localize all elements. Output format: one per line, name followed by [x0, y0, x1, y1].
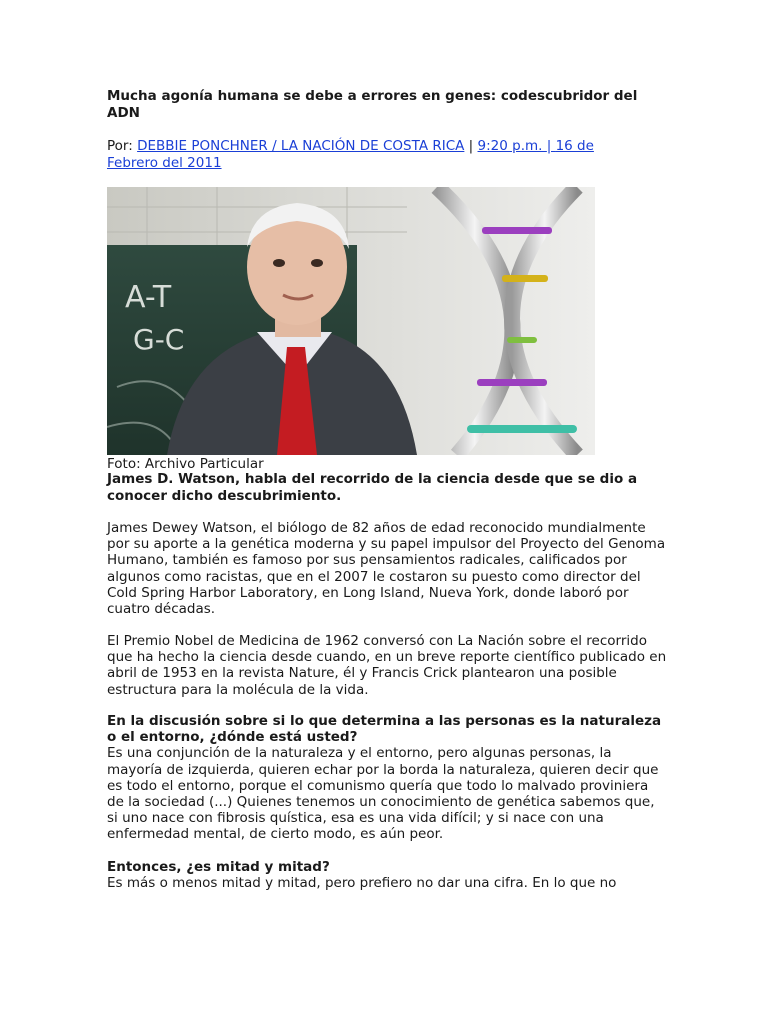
- qa-block-1: [107, 713, 667, 843]
- body-paragraph-1: James Dewey Watson, el biólogo de 82 años de edad reconocido mundialmente por su aporte a la genética moderna y su papel impulsor del Proyecto del Genoma Humano, también es famoso por sus pensamientos radicales, calificados por algunos como racistas, que en el 2007 le costaron su puesto como director del Cold Spring Harbor Laboratory, en Long Island, Nueva York, donde laboró por cuatro décadas.: [107, 520, 666, 618]
- article-title: Mucha agonía humana se debe a errores en genes: codescubridor del ADN: [107, 88, 638, 121]
- question-2: Entonces, ¿es mitad y mitad?: [107, 859, 330, 875]
- answer-2: Es más o menos mitad y mitad, pero prefiero no dar una cifra. En lo que no: [107, 875, 617, 892]
- lead-paragraph: James D. Watson, habla del recorrido de la ciencia desde que se dio a conocer dicho descubrimiento.: [107, 471, 638, 504]
- byline-prefix: Por:: [107, 138, 138, 154]
- qa-block-2: [107, 859, 667, 891]
- body-paragraph-2: El Premio Nobel de Medicina de 1962 conversó con La Nación sobre el recorrido que ha hecho la ciencia desde cuando, en un breve reporte científico publicado en abril de 1953 en la revista Nature, él y Francis Crick plantearon una posible estructura para la molécula de la vida.: [107, 633, 667, 698]
- board-text-at: A-T: [125, 280, 172, 315]
- date-link[interactable]: | 16 de Febrero del 2011: [107, 138, 594, 171]
- photo-caption: Foto: Archivo Particular: [107, 456, 264, 472]
- byline-separator: |: [464, 138, 478, 154]
- answer-1: Es una conjunción de la naturaleza y el entorno, pero algunas personas, la mayoría de izquierda, quieren echar por la borda la naturaleza, quieren decir que es todo el entorno, porque el comunismo quería que todo lo malvado proviniera de la sociedad (...) Quienes tenemos un conocimiento de genética sabemos que, si uno nace con fibrosis quística, esa es una vida difícil; y si nace con una enfermedad mental, de cierto modo, es aún peor.: [107, 745, 659, 843]
- byline: [107, 138, 627, 172]
- photo-illustration: [107, 187, 595, 455]
- article-photo: [107, 187, 595, 455]
- author-link[interactable]: DEBBIE PONCHNER / LA NACIÓN DE COSTA RICA: [137, 138, 465, 154]
- time-link[interactable]: 9:20 p.m.: [477, 138, 547, 154]
- question-1: En la discusión sobre si lo que determina a las personas es la naturaleza o el entorno, ¿dónde está usted?: [107, 713, 662, 746]
- board-text-gc: G-C: [133, 323, 185, 356]
